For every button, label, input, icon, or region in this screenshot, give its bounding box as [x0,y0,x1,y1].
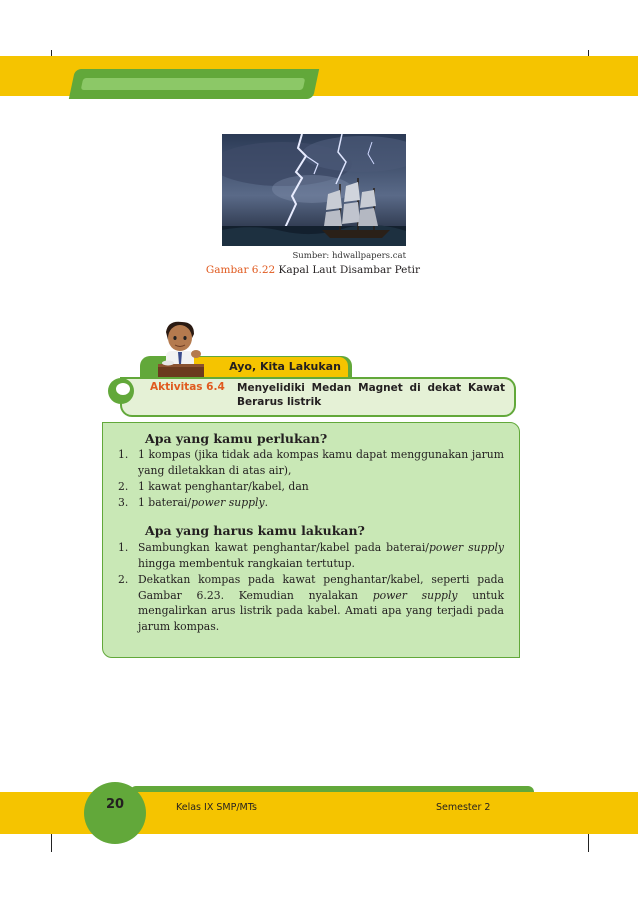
list-item [118,540,506,572]
list-item [118,495,506,511]
activity-tab-label: Ayo, Kita Lakukan [229,360,341,373]
list-item [118,572,506,636]
list-text: 1 baterai/power supply. [138,496,269,509]
list-text: Sambungkan kawat penghantar/kabel pada baterai/power supply hingga membentuk rangkaian tertutup. [138,541,504,570]
list-number: 3. [118,496,129,509]
header-pill-highlight [81,78,306,90]
list-number: 2. [118,573,129,586]
list-item [118,479,506,495]
list-number: 1. [118,541,129,554]
list-item [118,447,506,479]
student-mascot-icon [150,318,210,382]
page-number-circle [84,782,146,844]
steps-heading: Apa yang harus kamu lakukan? [145,523,365,538]
needs-heading: Apa yang kamu perlukan? [145,431,328,446]
figure-caption-text: Kapal Laut Disambar Petir [278,264,420,276]
activity-title: Menyelidiki Medan Magnet di dekat Kawat Berarus listrik [237,382,505,408]
list-text: 1 kawat penghantar/kabel, dan [138,480,309,493]
list-number: 1. [118,448,129,461]
footer-book-title: Kelas IX SMP/MTs [176,802,257,813]
activity-circle-highlight [116,383,130,395]
figure-source: Sumber: hdwallpapers.cat [292,251,406,261]
figure-caption [190,264,420,276]
list-number: 2. [118,480,129,493]
list-text: 1 kompas (jika tidak ada kompas kamu dapat menggunakan jarum yang diletakkan di atas air), [138,448,504,477]
page-number: 20 [105,797,125,812]
list-text: Dekatkan kompas pada kawat penghantar/kabel, seperti pada Gambar 6.23. Kemudian nyalakan power supply untuk mengalirkan arus listrik pada kabel. Amati apa yang terjadi pada jarum kompas. [138,573,504,633]
figure-number: Gambar 6.22 [205,264,276,276]
ship-lightning-photo [222,134,406,246]
footer-semester: Semester 2 [436,802,491,813]
activity-label: Aktivitas 6.4 [150,381,225,393]
